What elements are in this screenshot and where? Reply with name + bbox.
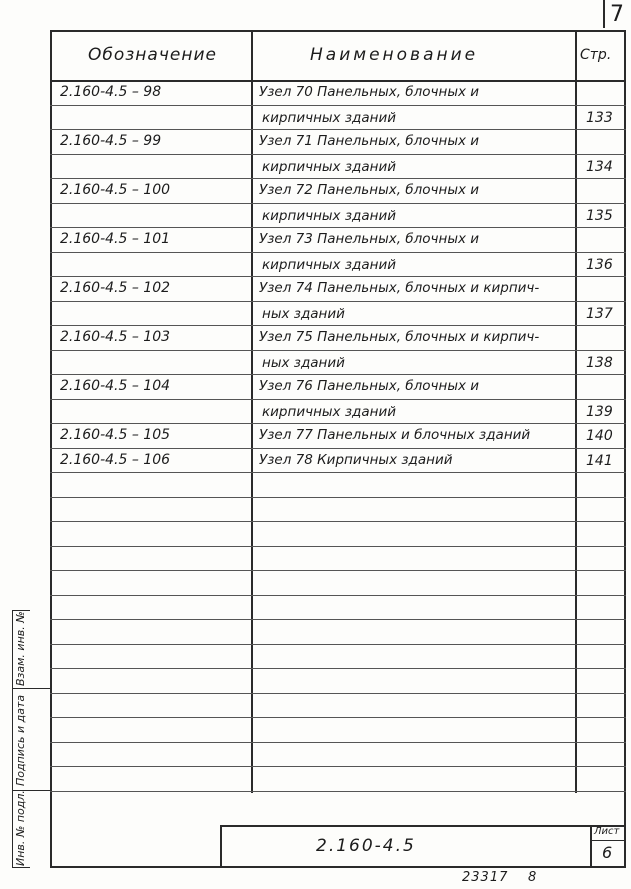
row-name-line1: Узел 74 Панельных, блочных и кирпич- bbox=[259, 280, 540, 296]
grid-line bbox=[50, 105, 626, 106]
sheet-number: 6 bbox=[602, 843, 613, 862]
row-code: 2.160-4.5 – 98 bbox=[60, 84, 162, 100]
row-name-line2: кирпичных зданий bbox=[262, 403, 396, 420]
grid-line bbox=[50, 325, 626, 326]
archive-number: 23317 bbox=[462, 870, 509, 885]
grid-line bbox=[50, 399, 626, 400]
row-code: 2.160-4.5 – 105 bbox=[60, 427, 171, 443]
row-name-line1: Узел 77 Панельных и блочных зданий bbox=[259, 427, 531, 443]
header-name: Наименование bbox=[310, 45, 479, 65]
row-name-line2: кирпичных зданий bbox=[262, 207, 396, 224]
grid-line bbox=[50, 350, 626, 351]
grid-line bbox=[50, 276, 626, 277]
side-label-inv-podl: Инв. № подл. bbox=[14, 790, 27, 866]
grid-line bbox=[50, 129, 626, 130]
row-page: 136 bbox=[586, 256, 613, 273]
grid-line bbox=[50, 546, 626, 547]
grid-line bbox=[50, 178, 626, 179]
header-page: Стр. bbox=[580, 47, 612, 63]
row-page: 137 bbox=[586, 305, 613, 322]
grid-line bbox=[50, 472, 626, 473]
row-name-line1: Узел 71 Панельных, блочных и bbox=[259, 133, 480, 149]
row-page: 139 bbox=[586, 403, 613, 420]
archive-suffix: 8 bbox=[528, 870, 537, 885]
grid-line bbox=[50, 227, 626, 228]
grid-line bbox=[50, 203, 626, 204]
row-name-line1: Узел 73 Панельных, блочных и bbox=[259, 231, 480, 247]
grid-line bbox=[50, 154, 626, 155]
row-name-line2: ных зданий bbox=[262, 305, 345, 322]
row-name-line2: кирпичных зданий bbox=[262, 256, 396, 273]
row-name-line1: Узел 72 Панельных, блочных и bbox=[259, 182, 480, 198]
grid-line bbox=[50, 644, 626, 645]
row-name-line1: Узел 76 Панельных, блочных и bbox=[259, 378, 480, 394]
grid-line bbox=[50, 766, 626, 767]
grid-line bbox=[50, 497, 626, 498]
row-name-line1: Узел 70 Панельных, блочных и bbox=[259, 84, 480, 100]
page-number: 7 bbox=[610, 2, 624, 27]
grid-line bbox=[50, 521, 626, 522]
title-block bbox=[220, 825, 626, 868]
row-name-line1: Узел 78 Кирпичных зданий bbox=[259, 451, 453, 468]
row-name-line1: Узел 75 Панельных, блочных и кирпич- bbox=[259, 329, 540, 345]
row-code: 2.160-4.5 – 99 bbox=[60, 133, 162, 149]
grid-line bbox=[50, 374, 626, 375]
grid-line bbox=[50, 423, 626, 424]
grid-line bbox=[50, 668, 626, 669]
title-doc-code: 2.160-4.5 bbox=[316, 836, 416, 856]
row-page: 135 bbox=[586, 207, 613, 224]
side-label-vzam-inv: Взам. инв. № bbox=[14, 611, 27, 686]
grid-line bbox=[50, 570, 626, 571]
row-code: 2.160-4.5 – 103 bbox=[60, 329, 171, 345]
row-code: 2.160-4.5 – 101 bbox=[60, 231, 171, 247]
row-page: 133 bbox=[586, 109, 613, 126]
grid-line bbox=[50, 791, 626, 792]
grid-line bbox=[50, 742, 626, 743]
grid-line bbox=[50, 448, 626, 449]
grid-line bbox=[50, 252, 626, 253]
row-name-line2: кирпичных зданий bbox=[262, 158, 396, 175]
row-page: 140 bbox=[586, 428, 613, 444]
grid-line bbox=[50, 595, 626, 596]
row-code: 2.160-4.5 – 102 bbox=[60, 280, 171, 296]
grid-line bbox=[50, 301, 626, 302]
row-name-line2: кирпичных зданий bbox=[262, 109, 396, 126]
header-designation: Обозначение bbox=[88, 45, 217, 65]
row-page: 138 bbox=[586, 354, 613, 371]
row-code: 2.160-4.5 – 104 bbox=[60, 378, 171, 394]
grid-line bbox=[50, 717, 626, 718]
row-code: 2.160-4.5 – 106 bbox=[60, 451, 171, 468]
row-page: 134 bbox=[586, 158, 613, 175]
row-name-line2: ных зданий bbox=[262, 354, 345, 371]
grid-line bbox=[50, 619, 626, 620]
row-page: 141 bbox=[586, 452, 613, 469]
side-label-podpis-data: Подпись и дата bbox=[14, 694, 27, 786]
grid-line bbox=[50, 693, 626, 694]
sheet-label: Лист bbox=[594, 826, 620, 837]
row-code: 2.160-4.5 – 100 bbox=[60, 182, 171, 198]
